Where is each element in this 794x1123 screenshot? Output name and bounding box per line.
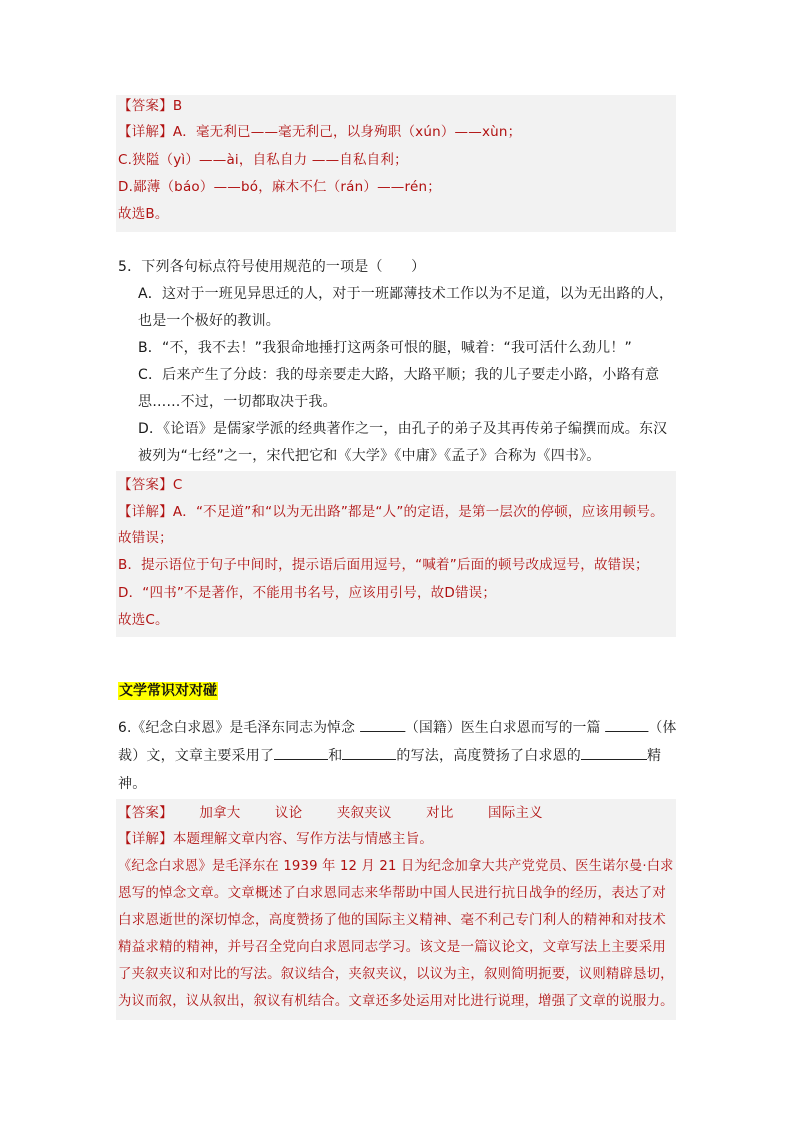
detail-line-3: B．提示语位于句子中间时，提示语后面用逗号，“喊着”后面的顿号改成逗号，故错误； — [118, 557, 649, 573]
question-6-text: （体 — [648, 720, 677, 736]
detail-line-4: 精益求精的精神，并号召全党向白求恩同志学习。该文是一篇议论文，文章写法上主要采用 — [118, 939, 666, 955]
answer-item: 议论 — [274, 805, 303, 821]
detail-text: A．毫无利已——毫无利己，以身殉职（xún）——xùn； — [172, 124, 522, 140]
answer-block-3 — [116, 799, 676, 1020]
blank-spirit — [581, 747, 647, 760]
detail-line-2: 故错误； — [118, 530, 173, 546]
question-6-line-1 — [118, 719, 676, 737]
blank-genre — [605, 719, 648, 732]
question-5-option-b: B．“不，我不去！”我狠命地捶打这两条可恨的腿，喊着：“我可活什么劲儿！” — [138, 340, 633, 356]
detail-line-1: 《纪念白求恩》是毛泽东在 1939 年 12 月 21 日为纪念加拿大共产党党员、医生诺尔曼·白求 — [118, 858, 674, 874]
answer-label: 【答案】 — [118, 805, 173, 821]
detail-label: 【详解】 — [118, 831, 173, 847]
detail-line-6: 为议而叙，议从叙出，叙议有机结合。文章还多处运用对比进行说理，增强了文章的说服力。 — [118, 993, 674, 1009]
detail-line-3: D.鄙薄（báo）——bó，麻木不仁（rán）——rén； — [118, 179, 441, 195]
detail-line-4: D．“四书”不是著作，不能用书名号，应该用引号，故D错误； — [118, 585, 497, 601]
answer-item: 对比 — [426, 805, 454, 821]
detail-line-3: 白求恩逝世的深切悼念，高度赞扬了他的国际主义精神、毫不利己专门利人的精神和对技术 — [118, 912, 666, 928]
question-5-option-d-cont: 被列为“七经”之一，宋代把它和《大学》《中庸》《孟子》合称为《四书》。 — [138, 448, 601, 464]
question-6-line-2 — [118, 747, 661, 765]
detail-line-1 — [118, 503, 664, 521]
question-6-line-3: 神。 — [118, 776, 147, 792]
blank-method-1 — [274, 747, 328, 760]
answer-block-2 — [116, 471, 676, 637]
blank-nationality — [360, 719, 405, 732]
answer-line — [118, 804, 543, 822]
question-5-option-a: A．这对于一班见异思迁的人，对于一班鄙薄技术工作以为不足道，以为无出路的人， — [138, 286, 674, 302]
answer-item: 加拿大 — [199, 805, 241, 821]
detail-line-4: 故选B。 — [118, 206, 169, 222]
answer-block-1 — [116, 95, 676, 232]
detail-line-1 — [118, 123, 521, 141]
detail-line-5: 故选C。 — [118, 612, 169, 628]
section-heading: 文学常识对对碰 — [119, 683, 217, 699]
detail-line-2: 恩写的悼念文章。文章概述了白求恩同志来华帮助中国人民进行抗日战争的经历，表达了对 — [118, 885, 666, 901]
detail-label: 【详解】 — [118, 124, 173, 140]
question-5-option-a-cont: 也是一个极好的教训。 — [138, 313, 280, 329]
answer-value: C — [172, 477, 183, 493]
question-5-option-c-cont: 思……不过，一切都取决于我。 — [138, 394, 337, 410]
question-6-text: （国籍）医生白求恩而写的一篇 — [404, 720, 606, 736]
answer-label: 【答案】 — [118, 98, 173, 114]
detail-line-5: 了夹叙夹议和对比的写法。叙议结合，夹叙夹议，以议为主，叙则简明扼要，议则精辟恳切， — [118, 966, 674, 982]
question-6-text: 的写法，高度赞扬了白求恩的 — [396, 748, 582, 764]
question-6-text: 6.《纪念白求恩》是毛泽东同志为悼念 — [118, 720, 360, 736]
question-6-text: 和 — [328, 748, 343, 764]
detail-text: A．“不足道”和“以为无出路”都是“人”的定语，是第一层次的停顿，应该用顿号。 — [172, 504, 664, 520]
question-5-option-d: D．《论语》是儒家学派的经典著作之一，由孔子的弟子及其再传弟子编撰而成。东汉 — [138, 421, 668, 437]
detail-text: 本题理解文章内容、写作方法与情感主旨。 — [172, 831, 434, 847]
question-6-text: 精 — [647, 748, 662, 764]
answer-label: 【答案】 — [118, 477, 173, 493]
answer-line — [118, 97, 182, 115]
answer-value: B — [172, 98, 183, 114]
answer-line — [118, 476, 182, 494]
answer-item: 国际主义 — [488, 805, 543, 821]
detail-label: 【详解】 — [118, 504, 173, 520]
question-5-stem: 5．下列各句标点符号使用规范的一项是（ ） — [118, 259, 426, 275]
detail-line-intro — [118, 830, 433, 848]
question-5-option-c: C．后来产生了分歧：我的母亲要走大路，大路平顺；我的儿子要走小路，小路有意 — [138, 367, 660, 383]
question-6-text: 裁）文，文章主要采用了 — [118, 748, 275, 764]
blank-method-2 — [342, 747, 396, 760]
detail-line-2: C.狭隘（yì）——ài，自私自力 ——自私自利； — [118, 152, 408, 168]
answer-item: 夹叙夹议 — [336, 805, 392, 821]
